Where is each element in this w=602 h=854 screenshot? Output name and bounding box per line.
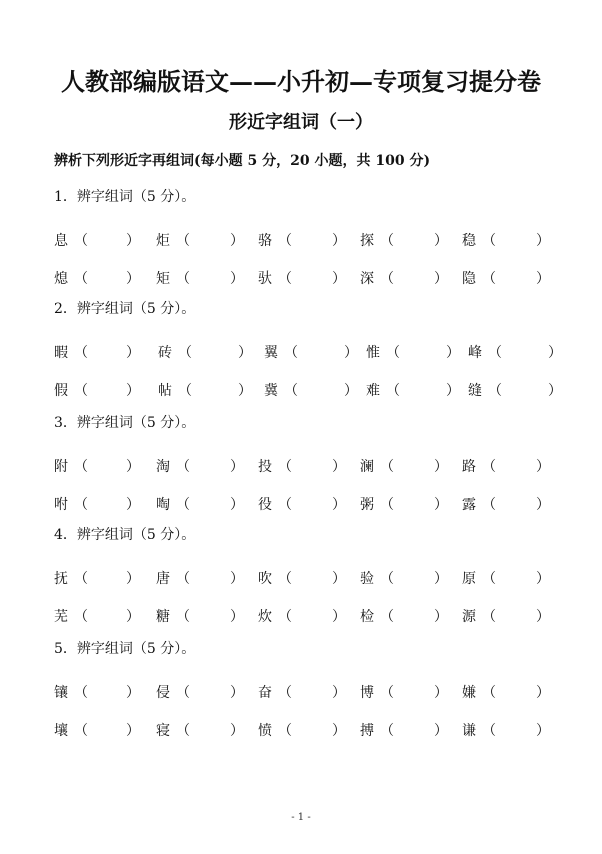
answer-blank-close: ） — [332, 497, 346, 513]
answer-blank-close: ） — [548, 383, 562, 399]
word-cell — [462, 268, 550, 288]
target-character: 稳 — [462, 233, 476, 249]
question-label: 4．辨字组词（5 分）。 — [54, 527, 196, 543]
target-character: 淘 — [156, 459, 170, 475]
word-cell — [360, 720, 448, 740]
target-character: 抚 — [54, 571, 68, 587]
answer-blank-close: ） — [126, 345, 140, 361]
target-character: 啕 — [156, 497, 170, 513]
target-character: 附 — [54, 459, 68, 475]
answer-blank-open[interactable]: （ — [74, 571, 88, 587]
target-character: 愤 — [258, 723, 272, 739]
word-cell — [258, 494, 346, 514]
word-cell — [156, 720, 244, 740]
answer-blank-close: ） — [126, 571, 140, 587]
answer-blank-close: ） — [332, 271, 346, 287]
word-cell — [258, 682, 346, 702]
word-row — [54, 268, 554, 288]
target-character: 澜 — [360, 459, 374, 475]
answer-blank-open[interactable]: （ — [176, 459, 190, 475]
target-character: 暇 — [54, 345, 68, 361]
answer-blank-open[interactable]: （ — [74, 233, 88, 249]
word-cell — [258, 720, 346, 740]
answer-blank-close: ） — [536, 497, 550, 513]
answer-blank-open[interactable]: （ — [278, 497, 292, 513]
answer-blank-open[interactable]: （ — [380, 459, 394, 475]
answer-blank-close: ） — [536, 571, 550, 587]
word-cell — [54, 568, 140, 588]
target-character: 骆 — [258, 233, 272, 249]
target-character: 搏 — [360, 723, 374, 739]
target-character: 炬 — [156, 233, 170, 249]
answer-blank-close: ） — [536, 459, 550, 475]
answer-blank-open[interactable]: （ — [176, 571, 190, 587]
target-character: 验 — [360, 571, 374, 587]
answer-blank-open[interactable]: （ — [386, 383, 400, 399]
question-label: 3．辨字组词（5 分）。 — [54, 415, 196, 431]
answer-blank-close: ） — [548, 345, 562, 361]
answer-blank-open[interactable]: （ — [74, 271, 88, 287]
answer-blank-open[interactable]: （ — [380, 609, 394, 625]
answer-blank-open[interactable]: （ — [488, 383, 502, 399]
word-cell — [360, 682, 448, 702]
instruction-text: 辨析下列形近字再组词(每小题 5 分，20 小题，共 100 分) — [54, 153, 431, 169]
word-row — [54, 682, 554, 702]
answer-blank-open[interactable]: （ — [278, 685, 292, 701]
target-character: 深 — [360, 271, 374, 287]
word-cell — [258, 606, 346, 626]
target-character: 源 — [462, 609, 476, 625]
word-cell — [156, 568, 244, 588]
word-cell — [258, 268, 346, 288]
target-character: 路 — [462, 459, 476, 475]
answer-blank-open[interactable]: （ — [482, 497, 496, 513]
page-number: - 1 - — [291, 812, 311, 823]
word-cell — [156, 268, 244, 288]
answer-blank-close: ） — [126, 723, 140, 739]
word-row — [54, 494, 554, 514]
word-cell — [156, 230, 244, 250]
answer-blank-open[interactable]: （ — [74, 459, 88, 475]
answer-blank-open[interactable]: （ — [482, 571, 496, 587]
answer-blank-open[interactable]: （ — [176, 271, 190, 287]
target-character: 炊 — [258, 609, 272, 625]
word-cell — [360, 230, 448, 250]
answer-blank-close: ） — [238, 345, 252, 361]
word-cell — [360, 268, 448, 288]
word-row — [54, 230, 554, 250]
word-cell — [258, 568, 346, 588]
answer-blank-close: ） — [238, 383, 252, 399]
answer-blank-close: ） — [126, 609, 140, 625]
answer-blank-close: ） — [230, 271, 244, 287]
target-character: 投 — [258, 459, 272, 475]
answer-blank-close: ） — [332, 609, 346, 625]
answer-blank-close: ） — [344, 345, 358, 361]
answer-blank-close: ） — [344, 383, 358, 399]
word-cell — [462, 230, 550, 250]
target-character: 矩 — [156, 271, 170, 287]
target-character: 帖 — [158, 383, 172, 399]
answer-blank-close: ） — [434, 271, 448, 287]
answer-blank-open[interactable]: （ — [176, 685, 190, 701]
answer-blank-close: ） — [536, 609, 550, 625]
answer-blank-close: ） — [230, 233, 244, 249]
target-character: 隐 — [462, 271, 476, 287]
answer-blank-open[interactable]: （ — [380, 497, 394, 513]
answer-blank-open[interactable]: （ — [278, 609, 292, 625]
answer-blank-open[interactable]: （ — [74, 345, 88, 361]
word-cell — [366, 342, 460, 362]
target-character: 镶 — [54, 685, 68, 701]
word-cell — [462, 606, 550, 626]
answer-blank-close: ） — [446, 383, 460, 399]
answer-blank-open[interactable]: （ — [178, 345, 192, 361]
answer-blank-open[interactable]: （ — [482, 271, 496, 287]
answer-blank-close: ） — [230, 609, 244, 625]
answer-blank-open[interactable]: （ — [176, 497, 190, 513]
answer-blank-open[interactable]: （ — [482, 233, 496, 249]
answer-blank-close: ） — [230, 723, 244, 739]
word-cell — [156, 494, 244, 514]
question-label: 5．辨字组词（5 分）。 — [54, 641, 196, 657]
answer-blank-open[interactable]: （ — [380, 271, 394, 287]
word-cell — [462, 720, 550, 740]
answer-blank-open[interactable]: （ — [482, 685, 496, 701]
word-cell — [156, 606, 244, 626]
answer-blank-close: ） — [434, 497, 448, 513]
answer-blank-close: ） — [446, 345, 460, 361]
target-character: 原 — [462, 571, 476, 587]
answer-blank-open[interactable]: （ — [74, 609, 88, 625]
word-cell — [54, 380, 140, 400]
answer-blank-open[interactable]: （ — [482, 723, 496, 739]
word-cell — [360, 456, 448, 476]
word-cell — [258, 456, 346, 476]
word-cell — [462, 456, 550, 476]
target-character: 峰 — [468, 345, 482, 361]
answer-blank-close: ） — [434, 685, 448, 701]
target-character: 侵 — [156, 685, 170, 701]
word-cell — [468, 380, 562, 400]
answer-blank-open[interactable]: （ — [74, 383, 88, 399]
answer-blank-close: ） — [230, 497, 244, 513]
word-cell — [360, 494, 448, 514]
question-label: 2．辨字组词（5 分）。 — [54, 301, 196, 317]
word-cell — [54, 456, 140, 476]
word-row — [54, 720, 554, 740]
answer-blank-open[interactable]: （ — [284, 345, 298, 361]
answer-blank-close: ） — [126, 459, 140, 475]
answer-blank-open[interactable]: （ — [284, 383, 298, 399]
answer-blank-open[interactable]: （ — [74, 497, 88, 513]
target-character: 息 — [54, 233, 68, 249]
target-character: 砖 — [158, 345, 172, 361]
word-row — [54, 456, 554, 476]
target-character: 驮 — [258, 271, 272, 287]
answer-blank-open[interactable]: （ — [386, 345, 400, 361]
target-character: 惟 — [366, 345, 380, 361]
question-label: 1．辨字组词（5 分）。 — [54, 189, 196, 205]
answer-blank-close: ） — [332, 723, 346, 739]
answer-blank-open[interactable]: （ — [176, 233, 190, 249]
answer-blank-close: ） — [126, 685, 140, 701]
word-cell — [158, 342, 252, 362]
target-character: 嫌 — [462, 685, 476, 701]
answer-blank-open[interactable]: （ — [176, 723, 190, 739]
answer-blank-open[interactable]: （ — [278, 723, 292, 739]
answer-blank-open[interactable]: （ — [488, 345, 502, 361]
target-character: 冀 — [264, 383, 278, 399]
target-character: 熄 — [54, 271, 68, 287]
word-cell — [54, 230, 140, 250]
word-cell — [54, 682, 140, 702]
page-subtitle: 形近字组词（一） — [229, 112, 373, 133]
answer-blank-open[interactable]: （ — [278, 271, 292, 287]
word-cell — [54, 494, 140, 514]
target-character: 博 — [360, 685, 374, 701]
answer-blank-close: ） — [434, 723, 448, 739]
answer-blank-open[interactable]: （ — [278, 233, 292, 249]
word-cell — [54, 268, 140, 288]
answer-blank-open[interactable]: （ — [380, 685, 394, 701]
target-character: 露 — [462, 497, 476, 513]
target-character: 咐 — [54, 497, 68, 513]
answer-blank-close: ） — [332, 685, 346, 701]
word-row — [54, 568, 554, 588]
answer-blank-open[interactable]: （ — [74, 685, 88, 701]
target-character: 假 — [54, 383, 68, 399]
word-row — [54, 606, 554, 626]
answer-blank-open[interactable]: （ — [380, 723, 394, 739]
word-cell — [360, 606, 448, 626]
target-character: 探 — [360, 233, 374, 249]
target-character: 寝 — [156, 723, 170, 739]
answer-blank-close: ） — [536, 685, 550, 701]
word-cell — [264, 380, 358, 400]
answer-blank-open[interactable]: （ — [380, 571, 394, 587]
target-character: 谦 — [462, 723, 476, 739]
answer-blank-close: ） — [434, 609, 448, 625]
answer-blank-close: ） — [126, 497, 140, 513]
word-row — [54, 380, 562, 400]
target-character: 役 — [258, 497, 272, 513]
word-cell — [54, 720, 140, 740]
word-cell — [468, 342, 562, 362]
target-character: 难 — [366, 383, 380, 399]
word-cell — [462, 568, 550, 588]
target-character: 糖 — [156, 609, 170, 625]
answer-blank-close: ） — [230, 571, 244, 587]
answer-blank-close: ） — [434, 571, 448, 587]
answer-blank-close: ） — [126, 383, 140, 399]
word-cell — [462, 682, 550, 702]
answer-blank-close: ） — [434, 233, 448, 249]
answer-blank-close: ） — [126, 271, 140, 287]
answer-blank-close: ） — [332, 459, 346, 475]
answer-blank-close: ） — [230, 685, 244, 701]
answer-blank-close: ） — [332, 571, 346, 587]
target-character: 奋 — [258, 685, 272, 701]
target-character: 唐 — [156, 571, 170, 587]
target-character: 缝 — [468, 383, 482, 399]
answer-blank-open[interactable]: （ — [74, 723, 88, 739]
answer-blank-close: ） — [536, 723, 550, 739]
answer-blank-open[interactable]: （ — [482, 459, 496, 475]
word-cell — [366, 380, 460, 400]
word-cell — [360, 568, 448, 588]
word-cell — [156, 456, 244, 476]
word-cell — [54, 342, 140, 362]
answer-blank-open[interactable]: （ — [278, 459, 292, 475]
target-character: 检 — [360, 609, 374, 625]
answer-blank-open[interactable]: （ — [482, 609, 496, 625]
target-character: 粥 — [360, 497, 374, 513]
answer-blank-open[interactable]: （ — [178, 383, 192, 399]
word-cell — [54, 606, 140, 626]
word-cell — [158, 380, 252, 400]
answer-blank-close: ） — [230, 459, 244, 475]
answer-blank-close: ） — [536, 271, 550, 287]
page-title: 人教部编版语文——小升初—专项复习提分卷 — [61, 67, 541, 96]
target-character: 壤 — [54, 723, 68, 739]
answer-blank-close: ） — [536, 233, 550, 249]
target-character: 翼 — [264, 345, 278, 361]
answer-blank-close: ） — [332, 233, 346, 249]
answer-blank-open[interactable]: （ — [278, 571, 292, 587]
word-cell — [156, 682, 244, 702]
word-cell — [462, 494, 550, 514]
target-character: 芜 — [54, 609, 68, 625]
answer-blank-open[interactable]: （ — [380, 233, 394, 249]
answer-blank-open[interactable]: （ — [176, 609, 190, 625]
word-cell — [264, 342, 358, 362]
word-row — [54, 342, 562, 362]
answer-blank-close: ） — [126, 233, 140, 249]
target-character: 吹 — [258, 571, 272, 587]
answer-blank-close: ） — [434, 459, 448, 475]
word-cell — [258, 230, 346, 250]
